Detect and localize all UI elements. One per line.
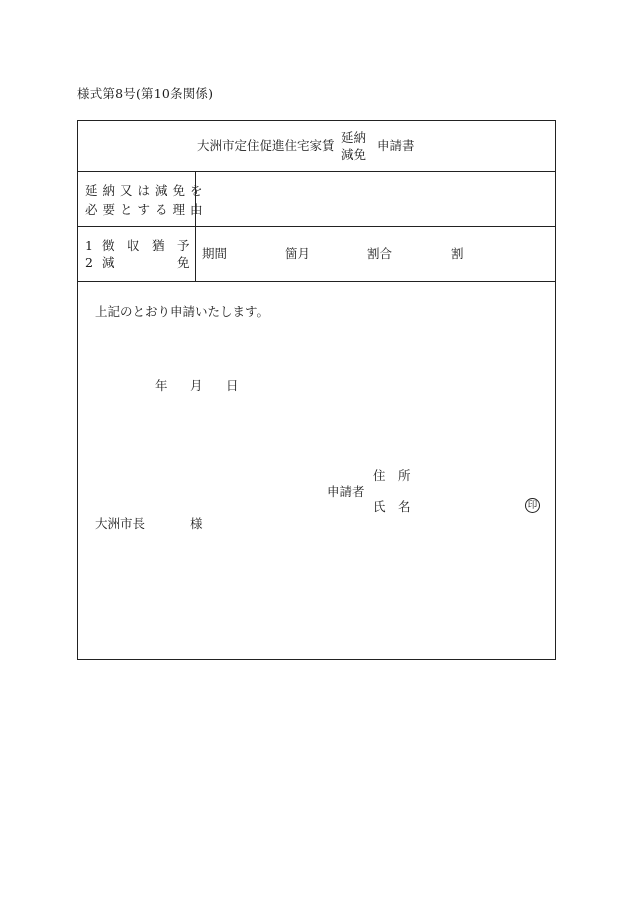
ratio-label: 割合 xyxy=(367,246,393,261)
option-reduction: 減免 xyxy=(341,147,367,162)
date-year: 年 xyxy=(155,378,168,393)
months-unit: 箇月 xyxy=(285,246,311,261)
form-title: 大洲市定住促進住宅家賃 xyxy=(197,138,335,153)
divider-type xyxy=(78,281,555,282)
type-number-1: 1 xyxy=(85,238,93,253)
period-label: 期間 xyxy=(202,246,228,261)
date-day: 日 xyxy=(226,378,239,393)
applicant-label: 申請者 xyxy=(327,484,365,499)
application-statement: 上記のとおり申請いたします。 xyxy=(95,304,270,319)
divider-title xyxy=(78,171,555,172)
option-deferral: 延納 xyxy=(341,130,367,145)
reason-label-line2: 必要とする理由 xyxy=(85,202,208,217)
addressee-mayor: 大洲市長 xyxy=(95,516,146,531)
address-label: 住 所 xyxy=(373,468,411,483)
type-number-2: 2 xyxy=(85,255,93,270)
divider-reason-vertical xyxy=(195,171,196,226)
date-month: 月 xyxy=(190,378,203,393)
form-number-label: 様式第8号(第10条関係) xyxy=(77,86,214,101)
reason-label-line1: 延納又は減免を xyxy=(85,183,208,198)
divider-type-vertical xyxy=(195,226,196,281)
honorific-sama: 様 xyxy=(190,516,203,531)
divider-reason xyxy=(78,226,555,227)
name-label: 氏 名 xyxy=(373,499,411,514)
type-deferral-label: 徴 収 猶 予 xyxy=(102,238,190,253)
form-title-suffix: 申請書 xyxy=(377,138,415,153)
type-reduction-label: 減 免 xyxy=(102,255,190,270)
wari-unit: 割 xyxy=(451,246,464,261)
application-form xyxy=(77,120,556,660)
seal-mark: 印 xyxy=(525,498,540,513)
